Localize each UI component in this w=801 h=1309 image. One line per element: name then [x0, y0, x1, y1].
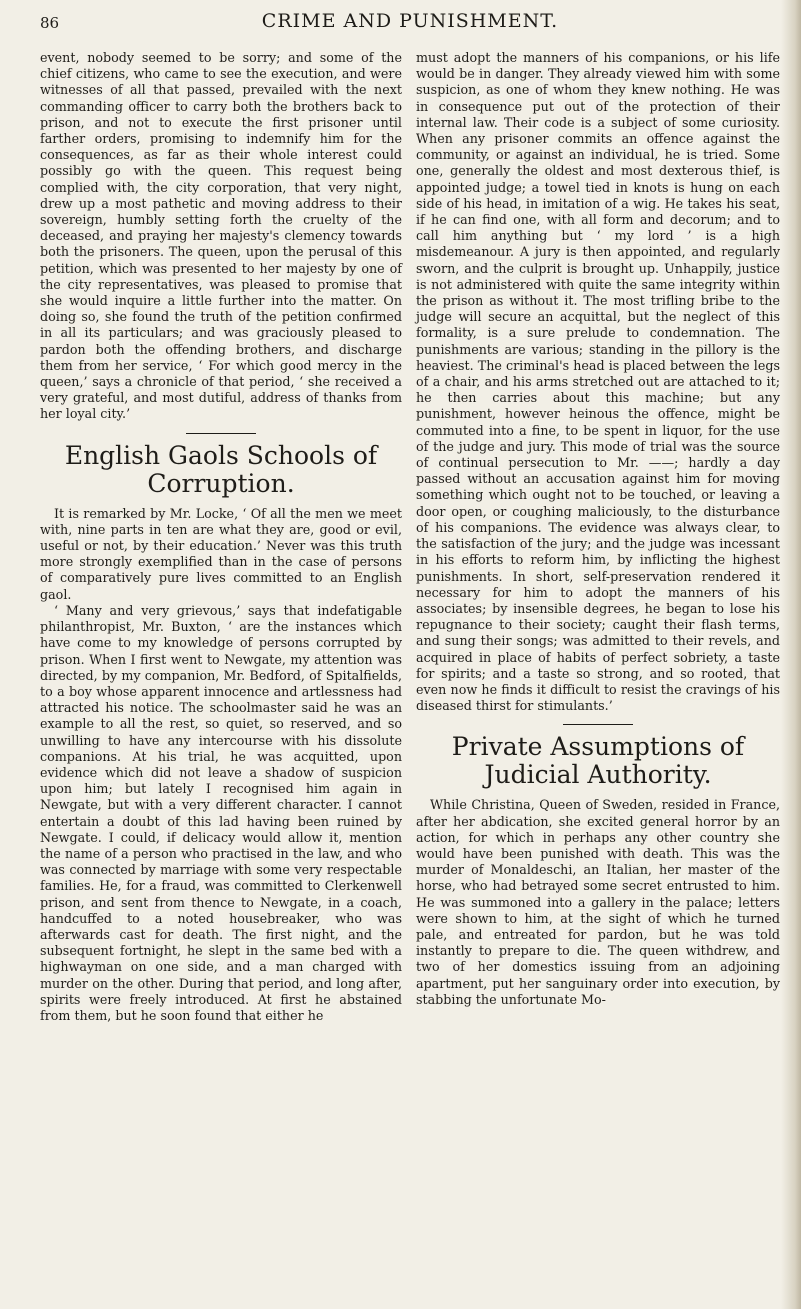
page-edge-shadow: [781, 0, 801, 1309]
section-heading: English Gaols Schools of Corruption.: [64, 440, 378, 498]
section-heading: Private Assumptions of Judicial Authority.: [451, 732, 745, 790]
paragraph: event, nobody seemed to be sorry; and some of the chief citizens, who came to see the execution, and were witnesses of all that passed, prevailed with the next commanding officer to carry both the brothers back to prison, and not to execute the first prisoner until farther orders, promising to indemnify him for the consequences, as far as their whole interest could possibly go with the queen. This request being complied with, the city corporation, that very night, drew up a most pathetic and moving address to their sovereign, humbly setting forth the cruelty of the deceased, and praying her majesty's clemency towards both the prisoners. The queen, upon the perusal of this petition, which was presented to her majesty by one of the city representatives, was pleased to promise that she would inquire a little further into the matter. On doing so, she found the truth of the petition confirmed in all its particulars; and was graciously pleased to pardon both the offending brothers, and discharge them from her service, ‘ For which good mercy in the queen,’ says a chronicle of that period, ‘ she received a very grateful, and most dutiful, address of thanks from her loyal city.’: [40, 50, 402, 422]
running-title: CRIME AND PUNISHMENT.: [261, 10, 559, 32]
right-column: [416, 50, 780, 1008]
paragraph: ‘ Many and very grievous,’ says that indefatigable philanthropist, Mr. Buxton, ‘ are the instances which have come to my knowledge of persons corrupted by prison. When I first went to Newgate, my attention was directed, by my companion, Mr. Bedford, of Spitalfields, to a boy whose apparent innocence and artlessness had attracted his notice. The schoolmaster said he was an example to all the rest, so quiet, so reserved, and so unwilling to have any intercourse with his dissolute companions. At his trial, he was acquitted, upon evidence which did not leave a shadow of suspicion upon him; but lately I recognised him again in Newgate, but with a very different character. I cannot entertain a doubt of this lad having been ruined by Newgate. I could, if delicacy would allow it, mention the name of a person who practised in the law, and who was connected by marriage with some very respectable families. He, for a fraud, was committed to Clerkenwell prison, and sent from thence to Newgate, in a coach, handcuffed to a noted housebreaker, who was afterwards cast for death. The first night, and the subsequent fortnight, he slept in the same bed with a highwayman on one side, and a man charged with murder on the other. During that period, and long after, spirits were freely introduced. At first he abstained from them, but he soon found that either he: [40, 602, 402, 1023]
paragraph: While Christina, Queen of Sweden, resided in France, after her abdication, she excited general horror by an action, for which in perhaps any other country she would have been punished with death. This was the murder of Monaldeschi, an Italian, her master of the horse, who had betrayed some secret entrusted to him. He was summoned into a gallery in the palace; letters were shown to him, at the sight of which he turned pale, and entreated for pardon, but he was told instantly to prepare to die. The queen withdrew, and two of her domestics issuing from an adjoining apartment, put her sanguinary order into execution, by stabbing the unfortunate Mo-: [416, 797, 780, 1007]
section-divider: [563, 724, 633, 725]
page-number: 86: [40, 14, 60, 32]
paragraph: must adopt the manners of his companions, or his life would be in danger. They already viewed him with some suspicion, as one of whom they knew nothing. He was in consequence put out of the protection of their internal law. Their code is a subject of some curiosity. When any prisoner commits an offence against the community, or against an individual, he is tried. Some one, generally the oldest and most dexterous thief, is appointed judge; a towel tied in knots is hung on each side of his head, in imitation of a wig. He takes his seat, if he can find one, with all form and decorum; and to call him anything but ‘ my lord ’ is a high misdemeanour. A jury is then appointed, and regularly sworn, and the culprit is brought up. Unhappily, justice is not administered with quite the same integrity within the prison as without it. The most trifling bribe to the judge will secure an acquittal, but the neglect of this formality, is a sure prelude to condemnation. The punishments are various; standing in the pillory is the heaviest. The criminal's head is placed between the legs of a chair, and his arms stretched out are attached to it; he then carries about this machine; but any punishment, however heinous the offence, might be commuted into a fine, to be spent in liquor, for the use of the judge and jury. This mode of trial was the source of continual persecution to Mr. ——; hardly a day passed without an accusation against him for moving something which ought not to be touched, or leaving a door open, or coughing maliciously, to the disturbance of his companions. The evidence was always clear, to the satisfaction of the jury; and the judge was incessant in his efforts to reform him, by inflicting the highest punishments. In short, self-preservation rendered it necessary for him to adopt the manners of his associates; by insensible degrees, he began to lose his repugnance to their society; caught their flash terms, and sung their songs; was admitted to their revels, and acquired in place of habits of perfect sobriety, a taste for spirits; and a taste so strong, and so rooted, that even now he finds it difficult to resist the cravings of his diseased thirst for stimulants.’: [416, 50, 780, 714]
left-column: [40, 50, 402, 1024]
paragraph: It is remarked by Mr. Locke, ‘ Of all the men we meet with, nine parts in ten are what they are, good or evil, useful or not, by their education.’ Never was this truth more strongly exemplified than in the case of persons of comparatively pure lives committed to an English gaol.: [40, 505, 402, 602]
section-divider: [186, 433, 256, 434]
page-header: [40, 8, 780, 34]
